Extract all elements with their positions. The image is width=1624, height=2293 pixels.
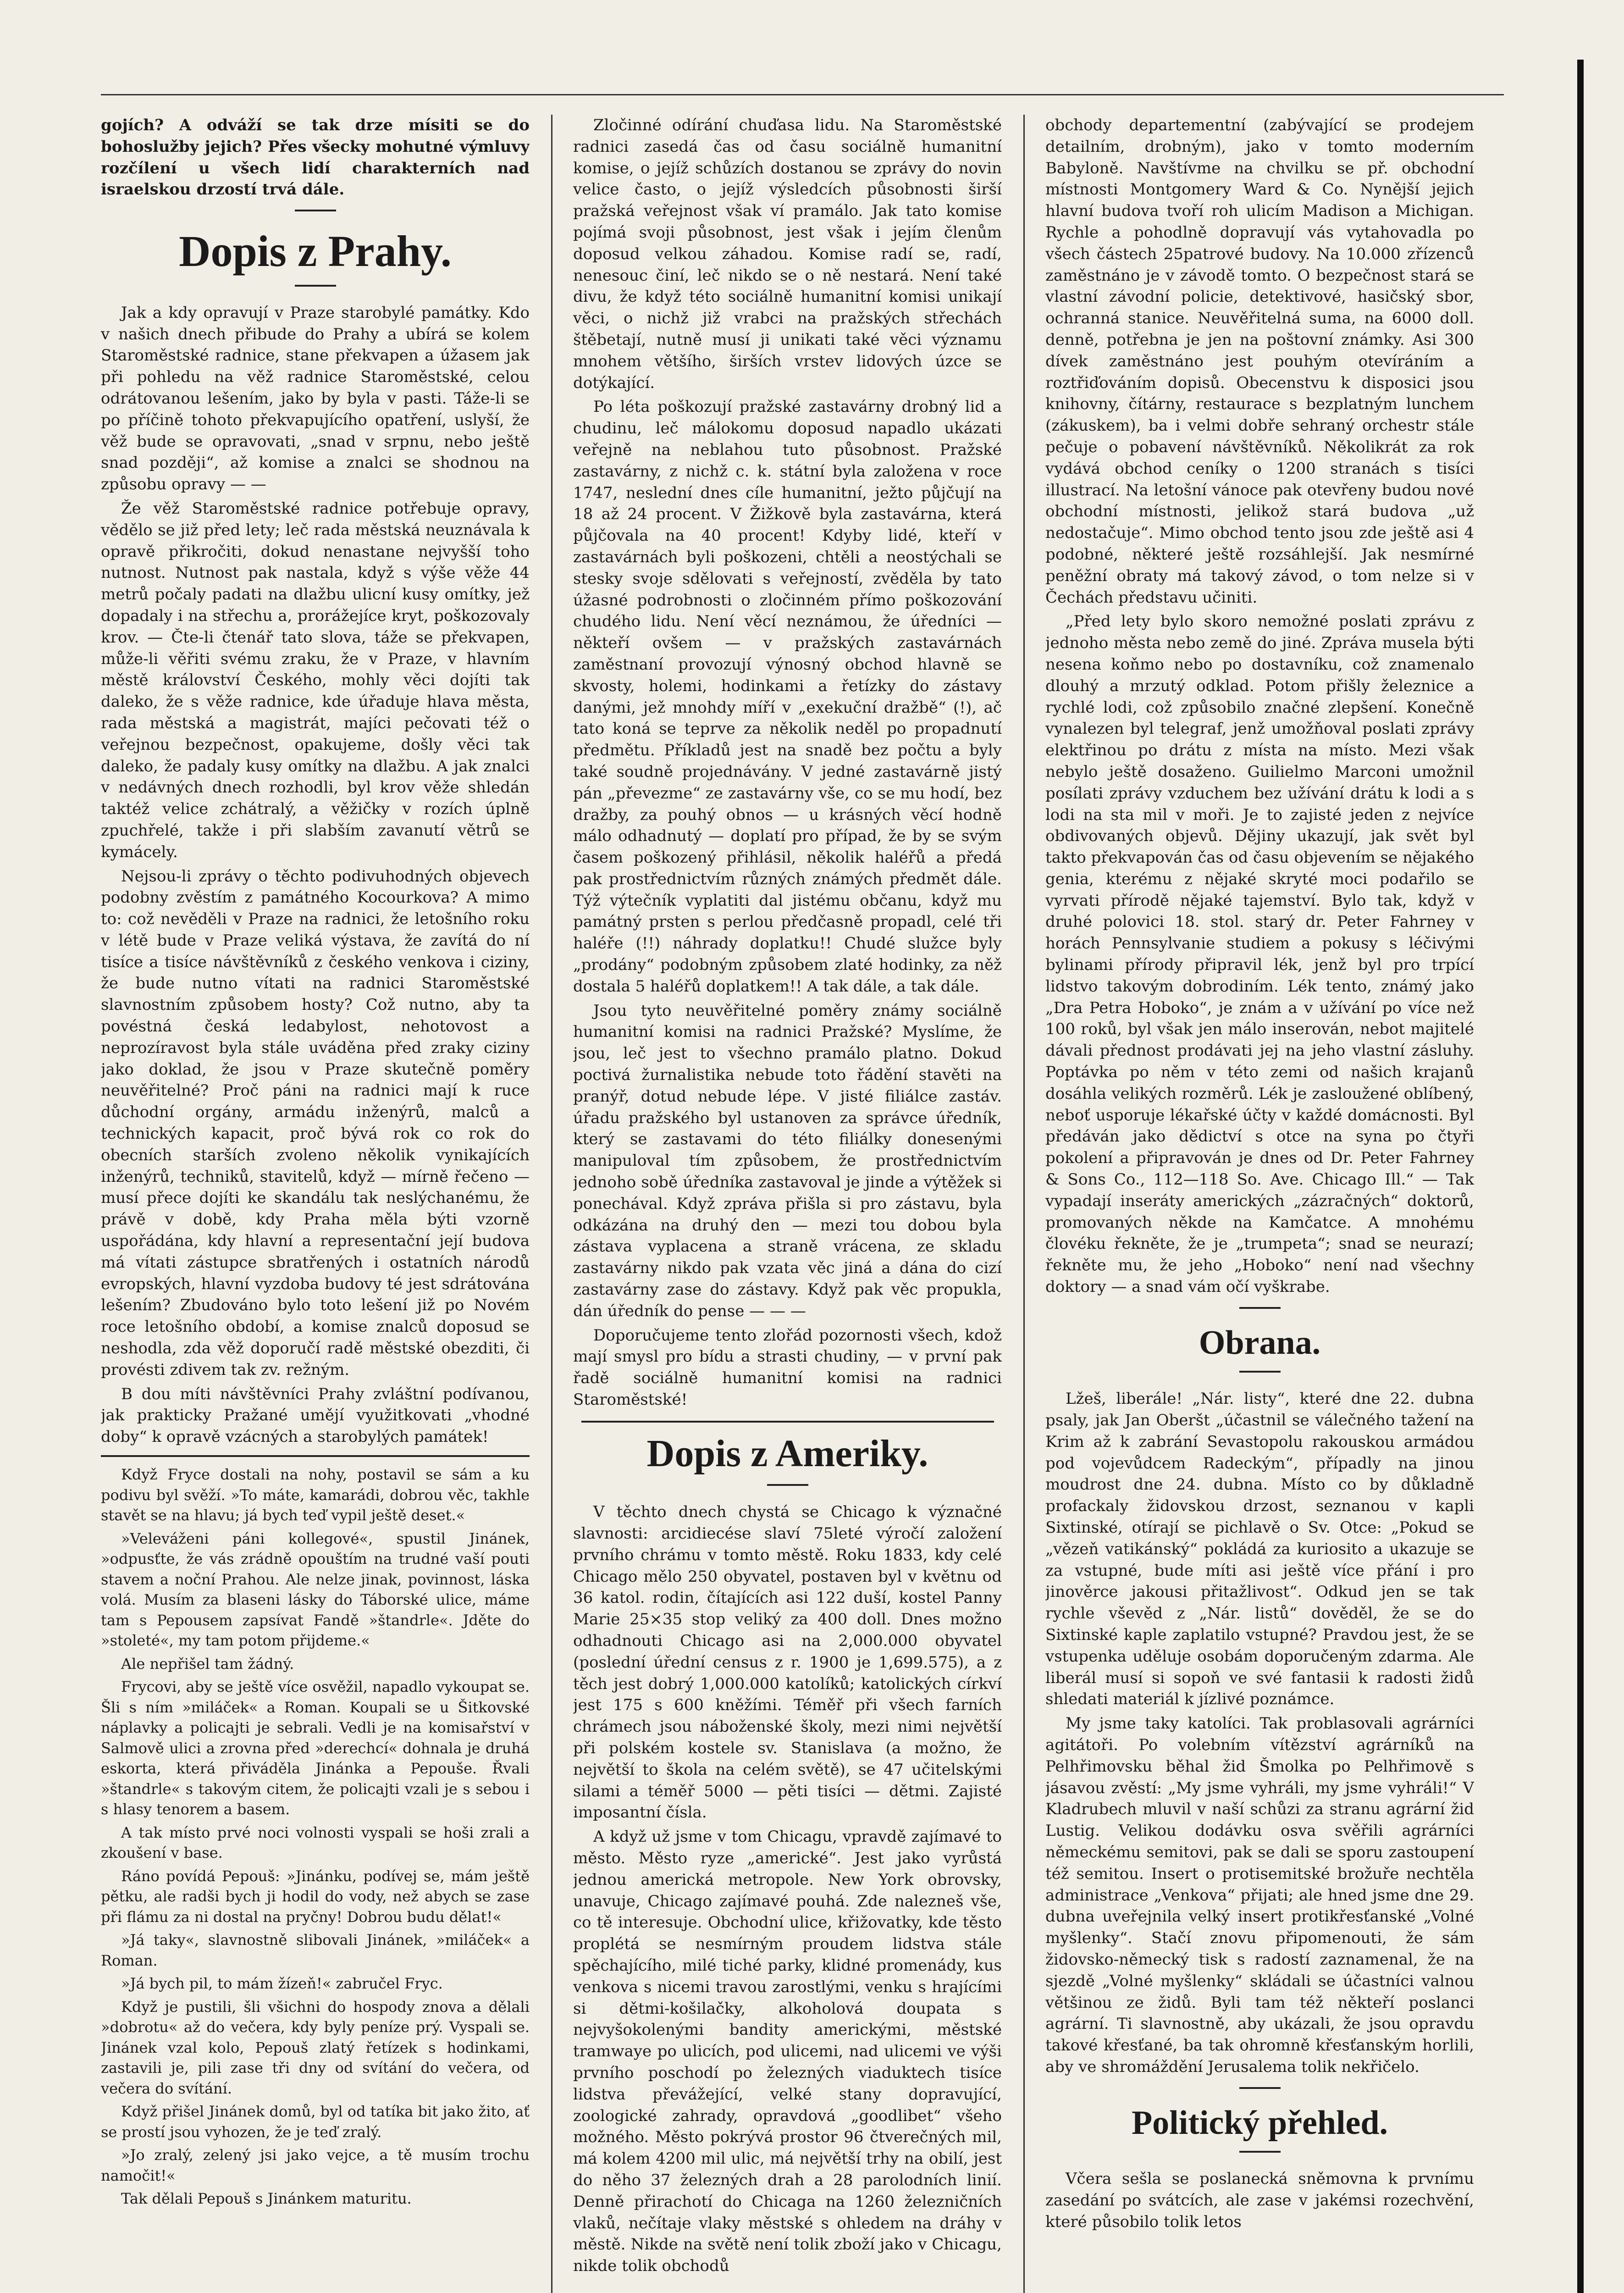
pawnshop-paragraph: Zločinné odírání chuďasa lidu. Na Staroměstské radnici zasedá čas od času sociálně humanitní komise, o jejíž schůzích dostanou se zprávy do novin velice často, o jejíž výsledcích působnosti širší pražská veřejnost však ví pramálo. Jak tato komise pojímá svoji působnost, jest však i jejím členům doposud velkou záhadou. Komise radí se, radí, nenesouc činí, leč nikdo se o ně nestará. Není také divu, že když této sociálně humanitní komisi unikají věci, o nichž již vrabci na pražských střechách štěbetají, nutně musí ji unikati také věci významu mnohem většího, širších vrstev lidových úzce se dotýkající. [573, 116, 1002, 392]
america-continued-paragraph: obchody departementní (zabývající se prodejem detailním, drobným), jako v tomto moderním Babyloně. Navštívme na chvilku se př. obchodní místnosti Montgomery Ward & Co. Nynější jejich hlavní budova tvoří roh ulicím Madison a Michigan. Rychle a pohodlně dopravují vás vytahovadla po všech částech 25patrové budovy. Na 10.000 zřízenců zaměstnáno je v závodě tomto. O bezpečnost stará se vlastní závodní policie, detektivové, hasičský sbor, ochranná stanice. Neuvěřitelná suma, na 6000 doll. denně, potřebna je jen na poštovní známky. Asi 300 dívek zaměstnáno jest pouhým otevíráním a roztřiďováním dopisů. Obecenstvu k disposici jsou knihovny, čítárny, restaurace s bezplatným lunchem (zákuskem), ba i velmi dobře sehraný orchestr stále pečuje o pobavení návštěvníků. Několikrát za rok vydává obchod ceníky o 1200 stranách s tisíci illustrací. Na letošní vánoce pak otevřeny budou nové obchodní místnosti, jelikož stará budova „už nedostačuje“. Mimo obchod tento jsou zde ještě asi 4 podobné, některé ještě rozsáhlejší. Jak nesmírné peněžní obraty má takový závod, o tom nelze si v Čechách představu učiniti. [1045, 116, 1474, 607]
america-paragraph: V těchto dnech chystá se Chicago k význačné slavnosti: arcidiecése slaví 75leté výročí založení prvního chrámu v tomto městě. Roku 1833, kdy celé Chicago mělo 250 obyvatel, postaven byl v květnu od 36 katol. rodin, čítajících asi 122 duší, kostel Panny Marie 25×35 stop veliký za 400 doll. Dnes možno odhadnouti Chicago asi na 2,000.000 obyvatel (poslední úřední census z r. 1900 je 1,699.575), a z těch jest dobrý 1,000.000 katolíků; katolických církví jest 175 s 600 kněžími. Téměř při všech farních chrámech jsou náboženské školy, mezi nimi největší při polském kostele sv. Stanislava (a možno, že největší to škola na celém světě), se 47 učitelskými silami a téměř 5000 — pěti tisíci — dětmi. Zajisté imposantní čísla. [573, 1503, 1002, 1822]
heading-rule [1239, 1371, 1281, 1373]
prague-paragraph: Že věž Staroměstské radnice potřebuje opravy, vědělo se již před lety; leč rada městská neuznávala k opravě přikročiti, dokud nenastane nejvyšší toho nutnost. Nutnost pak nastala, když s výše věže 44 metrů počaly padati na dlažbu ulicní kusy omítky, jež dopadaly i na střechu a, prorážejíce kryt, poškozovaly krov. — Čte-li čtenář tato slova, táže se překvapen, může-li věřiti svému zraku, že v Praze, v hlavním městě království Českého, mohly věci dojíti tak daleko, že s věže radnice, kde úřaduje hlava města, rada městská a magistrát, majíci pečovati též o veřejnou bezpečnost, opakujeme, došly věci tak daleko, že padaly kusy omítky na dlažbu. A jak znalci v nedávných dnech rozhodli, byl krov věže shledán taktéž velice zchátralý, a věžičky v rozích úplně zpuchřelé, takže i při slabším zavanutí větrů se kymácely. [101, 499, 530, 861]
column-rule-1 [551, 115, 552, 2293]
story-paragraph: Tak dělali Pepouš s Jinánkem maturitu. [121, 2190, 412, 2208]
top-rule [101, 94, 1504, 95]
heading-dopis-z-prahy: Dopis z Prahy. [179, 227, 452, 276]
section-divider [1239, 1307, 1281, 1309]
story-paragraph: »Já taky«, slavnostně slibovali Jinánek, »miláček« a Roman. [101, 1931, 530, 1969]
heading-rule [767, 1484, 808, 1486]
prague-paragraph: B dou míti návštěvníci Prahy zvláštní podívanou, jak prakticky Pražané umějí využitkovati „vhodné doby“ k opravě vzácných a starobylých památek! [101, 1385, 530, 1446]
story-paragraph: A tak místo prvé noci volnosti vyspali se hoši zrali a zkoušení v base. [101, 1823, 530, 1862]
story-paragraph: Když Fryce dostali na nohy, postavil se sám a ku podivu byl svěží. »To máte, kamarádi, dobrou věc, takhle stavět se na hlavu; já bych teď vypil ještě deset.« [101, 1466, 530, 1524]
heading-rule [1239, 2151, 1281, 2153]
heading-obrana: Obrana. [1199, 1324, 1321, 1362]
america-continued-paragraph: „Před lety bylo skoro nemožné poslati zprávu z jednoho města nebo země do jiné. Zpráva musela býti nesena koňmo nebo po dostavníku, což znamenalo dlouhý a mrzutý odklad. Potom přišly železnice a rychlé lodi, což způsobilo značné zlepšení. Konečně vynalezen byl telegraf, jenž umožňoval poslati zprávy elektřinou po drátu z místa na místo. Mezi však nebylo ještě dosaženo. Guilielmo Marconi umožnil posílati zprávy vzduchem bez užívání drátu k lodi a s lodi na sta mil v moři. Je to zajisté jeden z nejvíce obdivovaných objevů. Dějiny ukazují, jak svět byl takto překvapován čas od času objevením se nějakého genia, kterému z nějaké skryté moci podařilo se vyrvati přírodě nějaké tajemství. Bylo tak, když v druhé polovici 18. stol. starý dr. Peter Fahrney v horách Pennsylvanie studiem a pokusy s léčivými bylinami přírody připravil lék, jenž byl pro trpící lidstvo takovým dobrodiním. Lék tento, známý jako „Dra Petra Hoboko“, je znám a v užívání po více než 100 roků, byl však jen málo inserován, nebot majitelé dávali přednost prodávati jej na jeho vlastní zásluhy. Poptávka po něm v této zemi od našich krajanů dosáhla velikých rozměrů. Lék je zasloužené oblíbený, neboť usporuje lékařské účty v každé domácnosti. Byl předáván jako dědictví s otce na syna po čtyři pokolení a připravován je dnes od Dr. Peter Fahrney & Sons Co., 112—118 So. Ave. Chicago Ill.“ — Tak vypadají inseráty amerických „zázračných“ doktorů, promovaných někde na Kamčatce. A mnohému človéku řekněte, že je „trumpeta“; snad se neurazí; řekněte mu, že jeho „Hoboko“ není nad všechny doktory — a snad vám očí vyškrabe. [1045, 612, 1474, 1296]
section-divider [295, 210, 336, 211]
obrana-paragraph: My jsme taky katolíci. Tak problasovali agrárníci agitátoři. Po volebním vítězství agrárníků na Pelhřimovsku běhal žid Šmolka po Pelhřimově s jásavou zvěstí: „My jsme vyhráli, my jsme vyhráli!“ V Kladrubech mluvil v naší schůzi za stranu agrární žid Lustig. Velikou dodávku osva svěřili agrárníci německému semitovi, pak se dali se sporu zastoupení též semitou. Insert o protisemitské brožuře nechtěla administrace „Venkova“ přijati; ale hned jsme dne 29. dubna uveřejnila velký insert protikřesťanské „Volné myšlenky“. Stačí znovu připomenouti, že sám židovsko-německý tisk s radostí zaznamenal, že na sjezdě „Volné myšlenky“ skládali se účastníci valnou většinou ze židů. Byli tam též někteří poslanci agrární. Ti slavnostně, aby ukázali, že jsou opravdu takové křesťané, ba tak ohromně křesťanským horlili, aby ve shromáždění Jerusalema tolik nekřičelo. [1045, 1714, 1474, 2076]
prague-paragraph: Nejsou-li zprávy o těchto podivuhodných objevech podobny zvěstím z památného Kocourkova? A mimo to: což nevěděli v Praze na radnici, že letošního roku v létě bude v Praze veliká výstava, že zavítá do ní tisíce a tisíce návštěvníků z českého venkova i ciziny, že bude nutno vítati na radnici Staroměstské slavnostním způsobem hosty? Což nutno, aby ta povéstná česká ledabylost, nehotovost a neprozíravost byla stále uváděna před zraky ciziny jako doklad, že jsou v Praze skutečně poměry neuvěřitelné? Proč páni na radnici mají k ruce důchodní orgány, armádu inženýrů, malců a technických kapacit, proč bývá rok co rok do obecních starších zvoleno několik vynikajících inženýrů, techniků, stavitelů, když — mírně řečeno — musí přece dojíti ke skandálu tak neslýchanému, že právě v době, kdy Praha měla býti vzorně uspořádána, kdy hlavní a representační její budova má vítati zástupce sbratřených i ostatních národů evropských, hlavní vyzdoba budovy té jest sdrátována lešením? Zbudováno bylo toto lešení již po Novém roce letošního období, a komise znalců doposud se neshodla, zda věž doporučí radě městské obezditi, či provésti zdivem tak zv. režným. [101, 867, 530, 1379]
page-edge [1577, 60, 1584, 2293]
heading-politicky-prehled: Politický přehled. [1131, 2104, 1388, 2142]
america-paragraph: A když už jsme v tom Chicagu, vpravdě zajímavé to město. Město ryze „americké“. Jest jako vyrůstá jednou americká metropole. New York obrovsky, unavuje, Chicago zajímavé pouhá. Zde nalezneš vše, co tě interesuje. Obchodní ulice, křižovatky, kde těsto proplétá se nesmírným proudem lidstva stále spěchajícího, milé tiché parky, klidné promenády, kus venkova s nicemi travou zarostlými, venku s hrajícími si dětmi-košilačky, alkoholová doupata s nejvyšokolenými bandity americkými, městské tramwaye po ulicích, pod ulicemi, nad ulicemi ve výši prvního poschodí po železných viaduktech tisíce lidstva převážející, velké stany dopravující, zoologické zahrady, opravdová „goodlibet“ všeho možného. Město pokrývá prostor 96 čtverečných mil, má kolem 4200 mil ulic, má největší trhy na obilí, jest do něho 37 železných drah a 28 parolodních linií. Denně přirachotí do Chicaga na 1260 železničních vlaků, nečítaje vlaky městské s ohledem na dráhy v městě. Nikde na světě není tolik zboží jako v Chicagu, nikde tolik obchodů [573, 1828, 1002, 2276]
heading-dopis-z-ameriky: Dopis z Ameriky. [646, 1432, 928, 1475]
prehled-paragraph: Včera sešla se poslanecká sněmovna k prvnímu zasedání po svátcích, ale zase v jakémsi rozechvění, které působilo tolik letos [1045, 2170, 1474, 2231]
story-paragraph: Ráno povídá Pepouš: »Jinánku, podívej se, mám ještě pětku, ale radši bych ji hodil do vody, než abych se zase při flámu za ni dostal na pryčny! Dobrou budu dělat!« [101, 1867, 530, 1926]
column-3 [1045, 115, 1474, 2293]
feuilleton-story [101, 1464, 530, 2209]
heading-rule [295, 285, 336, 287]
story-paragraph: Když je pustili, šli všichni do hospody znova a dělali »dobrotu« až do večera, kdy byly peníze prý. Vyspali se. Jinánek vzal kolo, Pepouš zlatý řetízek s hodinkami, zastavili je, pili zase tři dny od svítání do večera, od večera do svítání. [101, 1998, 530, 2097]
newspaper-page [101, 115, 1495, 2293]
section-divider [1239, 2087, 1281, 2089]
story-paragraph: »Já bych pil, to mám žízeň!« zabručel Fryc. [121, 1975, 443, 1993]
prague-paragraph: Jak a kdy opravují v Praze starobylé památky. Kdo v našich dnech přibude do Prahy a ubírá se kolem Staroměstské radnice, stane překvapen a úžasem jak při pohledu na věž radnice Staroměstské, celou odrátovanou lešením, jako by byla v pasti. Táže-li se po příčině tohoto překvapujícího opatření, uslyší, že věž bude se opravovati, „snad v srpnu, nebo ještě snad později“, až komise a znalci se shodnou na způsobu opravy — — [101, 303, 530, 494]
section-divider [581, 1421, 994, 1423]
story-paragraph: Když přišel Jinánek domů, byl od tatíka bit jako žito, ať se prostí jsou vyhozen, že je teď zralý. [101, 2103, 530, 2141]
column-1 [101, 115, 530, 2293]
intro-paragraph: gojích? A odváží se tak drze mísiti se do bohoslužby jejich? Přes všecky mohutné výmluvy rozčílení u všech lidí charakterních nad israelskou drzostí trvá dále. [101, 116, 530, 199]
column-rule-2 [1023, 115, 1025, 2293]
story-paragraph: »Veleváženi páni kollegové«, spustil Jinánek, »odpusťte, že vás zrádně opouštím na trudné vaší pouti stavem a noční Prahou. Ale nelze jinak, povinnost, láska volá. Musím za blaseni lásky do Táborské ulice, máme tam s Pepousem zapsívat Fandě »štandrle«. Jděte do »stoleté«, my tam potom přijdeme.« [101, 1529, 530, 1650]
story-paragraph: »Jo zralý, zelený jsi jako vejce, a tě musím trochu namočit!« [101, 2146, 530, 2184]
pawnshop-paragraph: Doporučujeme tento zlořád pozornosti všech, kdož mají smysl pro bídu a strasti chudiny, — v první pak řadě sociálně humanitní komisi na radnici Staroměstské! [573, 1326, 1002, 1409]
column-2 [573, 115, 1002, 2293]
obrana-paragraph: Lžeš, liberále! „Nár. listy“, které dne 22. dubna psaly, jak Jan Oberšt „účastnil se válečného tažení na Krim až k zabrání Sevastopolu rakouskou armádou pod vojevůdcem Radeckým“, případly na jinou moudrost dne 24. dubna. Místo co by důkladně profackaly židovskou drzost, seznanou v kapli Sixtinské, otírají se pichlavě o Sv. Otce: „Pokud se „vězeň vatikánský“ pokládá za kuriosito a ukazuje se za vstupné, bude míti asi ještě více přání i pro jinověrce jakousi přitažlivost“. Odkud jen se tak rychle vševěd z „Nár. listů“ dověděl, že se do Sixtinské kaple zaplatilo vstupné? Pravdou jest, že se vstupenka uděluje osobám doporučeným zdarma. Ale liberál musí si sopoň ve své fantasii k radosti židů shledati materiál k jízlivé poznámce. [1045, 1390, 1474, 1709]
feuilleton-rule [101, 1455, 530, 1457]
story-paragraph: Frycovi, aby se ještě více osvěžil, napadlo vykoupat se. Šli s ním »miláček« a Roman. Koupali se u Šitkovské náplavky a policajti je sebrali. Vedli je na komisařství v Salmově ulici a zrovna před »derechcí« dohnala je druhá eskorta, která přiváděla Jinánka a Pepouše. Řvali »štandrle« s takovým citem, že policajti vzali je s sebou i s hlasy tenorem a basem. [101, 1678, 530, 1818]
pawnshop-paragraph: Jsou tyto neuvěřitelné poměry známy sociálně humanitní komisi na radnici Pražské? Myslíme, že jsou, leč jest to všechno pramálo platno. Dokud poctivá žurnalistika nebude toto řádění stavěti na pranýř, dotud nebude lépe. V jisté filiálce zastáv. úřadu pražského byl ustanoven za správce úředník, který se zastavami do této filiálky donesenými manipuloval tím způsobem, že prostřednictvím jednoho sobě úředníka zastavoval je jinde a výtěžek si ponechával. Když zpráva přišla si pro zástavu, byla odkázána na druhý den — mezi tou dobou byla zástava vyplacena a straně vrácena, ze skladu zastavárny nikdo pak vzata věc jiná a dána do cizí zastavárny zase do zástavy. Když pak věc propukla, dán úředník do pense — — — [573, 1001, 1002, 1320]
story-paragraph: Ale nepřišel tam žádný. [121, 1655, 294, 1673]
pawnshop-paragraph: Po léta poškozují pražské zastavárny drobný lid a chudinu, leč málokomu doposud napadlo ukázati veřejně na neblahou tuto působnost. Pražské zastavárny, z nichž c. k. státní byla založena v roce 1747, neslední dnes cíle humanitní, ježto půjčují na 18 až 24 procent. V Žižkově byla zastavárna, která půjčovala na 40 procent! Kdyby lidé, kteří v zastavárnách byli poškozeni, chtěli a neostýchali se stesky svoje sdělovati s veřejností, zvěděla by tato úžasné podrobnosti o zločinném přímo poškozování chudého lidu. Není věcí neznámou, že úředníci — někteří ovšem — v pražských zastavárnách zaměstnaní provozují výnosný obchod hlavně se skvosty, holemi, hodinkami a řetízky do zástavy danými, jež mnohdy míří v „exekuční dražbě“ (!), ač tato koná se teprve za několik neděl po propadnutí předmětu. Příkladů jest na snadě bez počtu a byly také soudně projednávány. V jedné zastavárně jistý pán „převezme“ ze zastavárny vše, co se mu hodí, bez dražby, za pouhý obnos — u krásných věcí hodně málo odhadnutý — doplatí pro případ, že by se svým časem poškozený přihlásil, několik haléřů a předá pak prostřednictvím různých známých předmět dále. Týž výtečník vyplatiti dal jistému občanu, když mu památný prsten s perlou předčasně propadl, celé tři haléře (!!) náhrady doplatku!! Chudé služce byly „prodány“ podobným způsobem zlaté hodinky, za něž dostala 5 haléřů doplatkem!! A tak dále, a tak dále. [573, 398, 1002, 996]
